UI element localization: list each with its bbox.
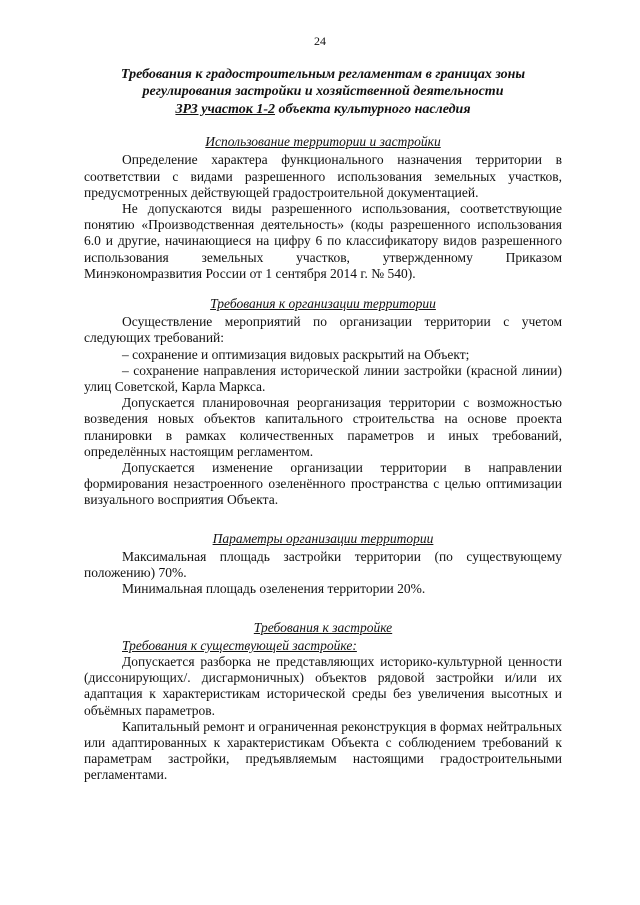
title-line-3-rest: объекта культурного наследия	[275, 101, 471, 117]
paragraph: Осуществление мероприятий по организации территории с учетом следующих требований:	[84, 314, 562, 346]
paragraph: Максимальная площадь застройки территории (по существующему положению) 70%.	[84, 548, 562, 581]
section-heading-parameters: Параметры организации территории	[212, 530, 434, 546]
paragraph: Минимальная площадь озеленения территории 20%.	[122, 581, 426, 597]
section-heading-organization: Требования к организации территории	[210, 296, 436, 312]
paragraph: Не допускаются виды разрешенного использования, соответствующие понятию «Производственная деятельность» (коды разрешенного использования 6.0 и другие, начинающиеся на цифру 6 по классификатору видов разрешенного использования земельных участков, утвержденному Приказом Минэкономразвития России от 1 сентября 2014 г. № 540).	[84, 201, 562, 281]
paragraph: Допускается изменение организации территории в направлении формирования незастроенного озеленённого пространства с целью оптимизации визуального восприятия Объекта.	[84, 460, 562, 508]
title-line-2: регулирования застройки и хозяйственной деятельности	[142, 84, 504, 100]
title-line-1: Требования к градостроительным регламентам в границах зоны	[120, 67, 526, 82]
section-heading-building: Требования к застройке	[253, 619, 393, 635]
paragraph: Капитальный ремонт и ограниченная реконструкция в формах нейтральных или адаптированных к характеристикам Объекта с соблюдением требований к параметрам застройки, предъявляемым настоящими градостроительными регламентами.	[84, 718, 562, 783]
document-title	[84, 66, 562, 118]
list-item: – сохранение направления исторической линии застройки (красной линии) улиц Советской, Карла Маркса.	[84, 362, 562, 395]
title-zone-code: ЗРЗ участок 1-2	[175, 101, 276, 117]
list-item: – сохранение и оптимизация видовых раскрытий на Объект;	[122, 346, 470, 362]
title-line-3	[84, 101, 562, 118]
page-number: 24	[314, 34, 326, 48]
paragraph: Допускается разборка не представляющих историко-культурной ценности (диссонирующих/. дисгармоничных) объектов рядовой застройки и/или их адаптация к характеристикам исторической среды без увеличения высотных и объёмных параметров.	[84, 653, 562, 718]
document-body	[84, 66, 562, 784]
paragraph: Допускается планировочная реорганизация территории с возможностью возведения новых объектов капитального строительства на основе проекта планировки в рамках количественных параметров и иных требований, определённых настоящим регламентом.	[84, 395, 562, 459]
paragraph: Определение характера функционального назначения территории в соответствии с видами разрешенного использования земельных участков, предусмотренных действующей градостроительной документацией.	[84, 152, 562, 200]
section-heading-use: Использование территории и застройки	[205, 134, 441, 150]
subsection-heading: Требования к существующей застройке:	[122, 637, 357, 653]
